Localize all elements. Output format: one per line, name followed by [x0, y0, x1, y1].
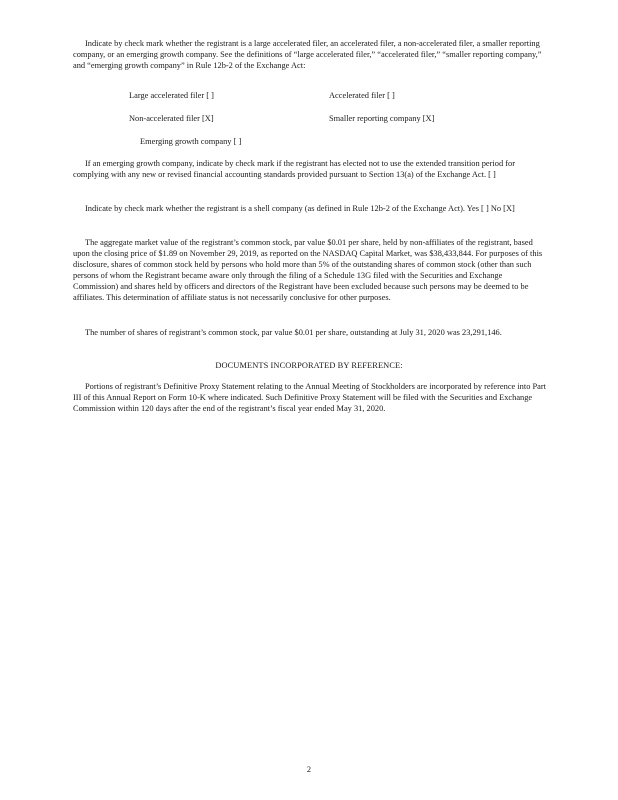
- non-accelerated-filer-option: Non-accelerated filer [X]: [129, 114, 214, 123]
- documents-incorporated-text: Portions of registrant’s Definitive Proxy Statement relating to the Annual Meeting of Stockholders are incorporated by reference into Part III of this Annual Report on Form 10-K where indicated. Such Definitive Proxy Statement will be filed with the Securities and Exchange Commission within 120 days after the end of the registrant’s fiscal year ended May 31, 2020.: [73, 382, 546, 413]
- large-accelerated-filer-option: Large accelerated filer [ ]: [129, 91, 214, 100]
- accelerated-filer-option: Accelerated filer [ ]: [329, 91, 395, 100]
- page-number: 2: [306, 765, 312, 774]
- shell-company-indication: Indicate by check mark whether the registrant is a shell company (as defined in Rule 12b-2 of the Exchange Act). Yes [ ] No [X]: [85, 204, 515, 213]
- filer-status-intro: Indicate by check mark whether the registrant is a large accelerated filer, an accelerated filer, a non-accelerated filer, a smaller reporting company, or an emerging growth company. See the definitions of “large accelerated filer,” “accelerated filer,” “smaller reporting company,” and “emerging growth company” in Rule 12b-2 of the Exchange Act:: [73, 39, 542, 70]
- smaller-reporting-company-option: Smaller reporting company [X]: [329, 114, 435, 123]
- aggregate-market-value: The aggregate market value of the registrant’s common stock, par value $0.01 per share, held by non-affiliates of the registrant, based upon the closing price of $1.89 on November 29, 2019, as reported on the NASDAQ Capital Market, was $38,433,844. For purposes of this disclosure, shares of common stock held by persons who hold more than 5% of the outstanding shares of common stock (other than such persons of whom the Registrant became aware only through the filing of a Schedule 13G filed with the Securities and Exchange Commission) and shares held by officers and directors of the Registrant have been excluded because such persons may be deemed to be affiliates. This determination of affiliate status is not necessarily conclusive for other purposes.: [73, 238, 543, 302]
- emerging-growth-election: If an emerging growth company, indicate by check mark if the registrant has elected not to use the extended transition period for complying with any new or revised financial accounting standards provided pursuant to Section 13(a) of the Exchange Act. [ ]: [73, 159, 516, 179]
- documents-incorporated-heading: DOCUMENTS INCORPORATED BY REFERENCE:: [215, 361, 403, 370]
- emerging-growth-company-option: Emerging growth company [ ]: [140, 137, 242, 146]
- shares-outstanding: The number of shares of registrant’s common stock, par value $0.01 per share, outstanding at July 31, 2020 was 23,291,146.: [85, 328, 502, 337]
